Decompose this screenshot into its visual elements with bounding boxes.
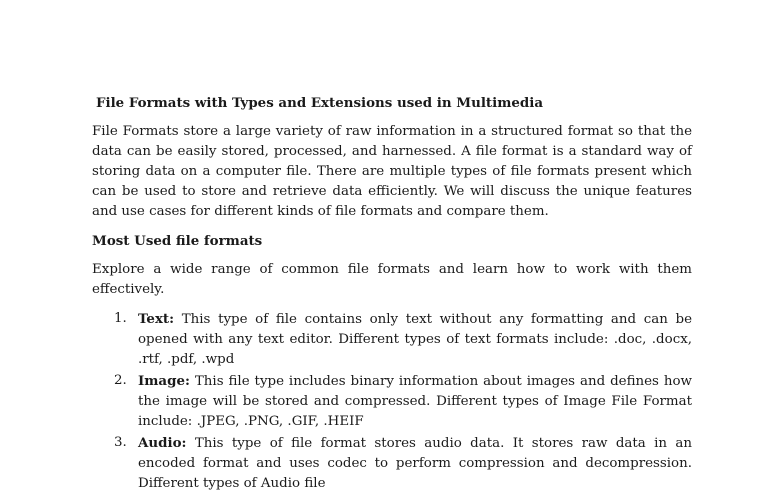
list-item-number: 3. — [114, 435, 127, 450]
section-intro-paragraph: Explore a wide range of common file formats and learn how to work with them effectively. — [92, 262, 692, 297]
document-page — [92, 93, 692, 495]
list-item-term: Image: — [138, 373, 190, 389]
list-item — [92, 371, 692, 432]
file-format-list — [92, 309, 692, 494]
list-item-text: This type of file contains only text without any formatting and can be opened with any text editor. Different types of text formats include: .doc, .docx, .rtf, .pdf, .wpd — [138, 312, 692, 367]
list-item — [92, 433, 692, 494]
list-item-number: 2. — [114, 373, 127, 388]
list-item-text: This file type includes binary information about images and defines how the image will be stored and compressed. Different types of Image File Format include: .JPEG, .PNG, .GIF, .HEIF — [138, 374, 692, 429]
list-item-term: Text: — [138, 311, 175, 327]
intro-paragraph: File Formats store a large variety of raw information in a structured format so that the data can be easily stored, processed, and harnessed. A file format is a standard way of storing data on a computer file. There are multiple types of file formats present which can be used to store and retrieve data efficiently. We will discuss the unique features and use cases for different kinds of file formats and compare them. — [92, 124, 692, 219]
section-heading: Most Used file formats — [92, 233, 263, 249]
list-item — [92, 309, 692, 370]
document-title: File Formats with Types and Extensions used in Multimedia — [96, 95, 544, 111]
list-item-number: 1. — [114, 311, 127, 326]
list-item-term: Audio: — [138, 435, 187, 451]
list-item-text: This type of file format stores audio data. It stores raw data in an encoded format and uses codec to perform compression and decompression. Different types of Audio file — [138, 436, 692, 491]
